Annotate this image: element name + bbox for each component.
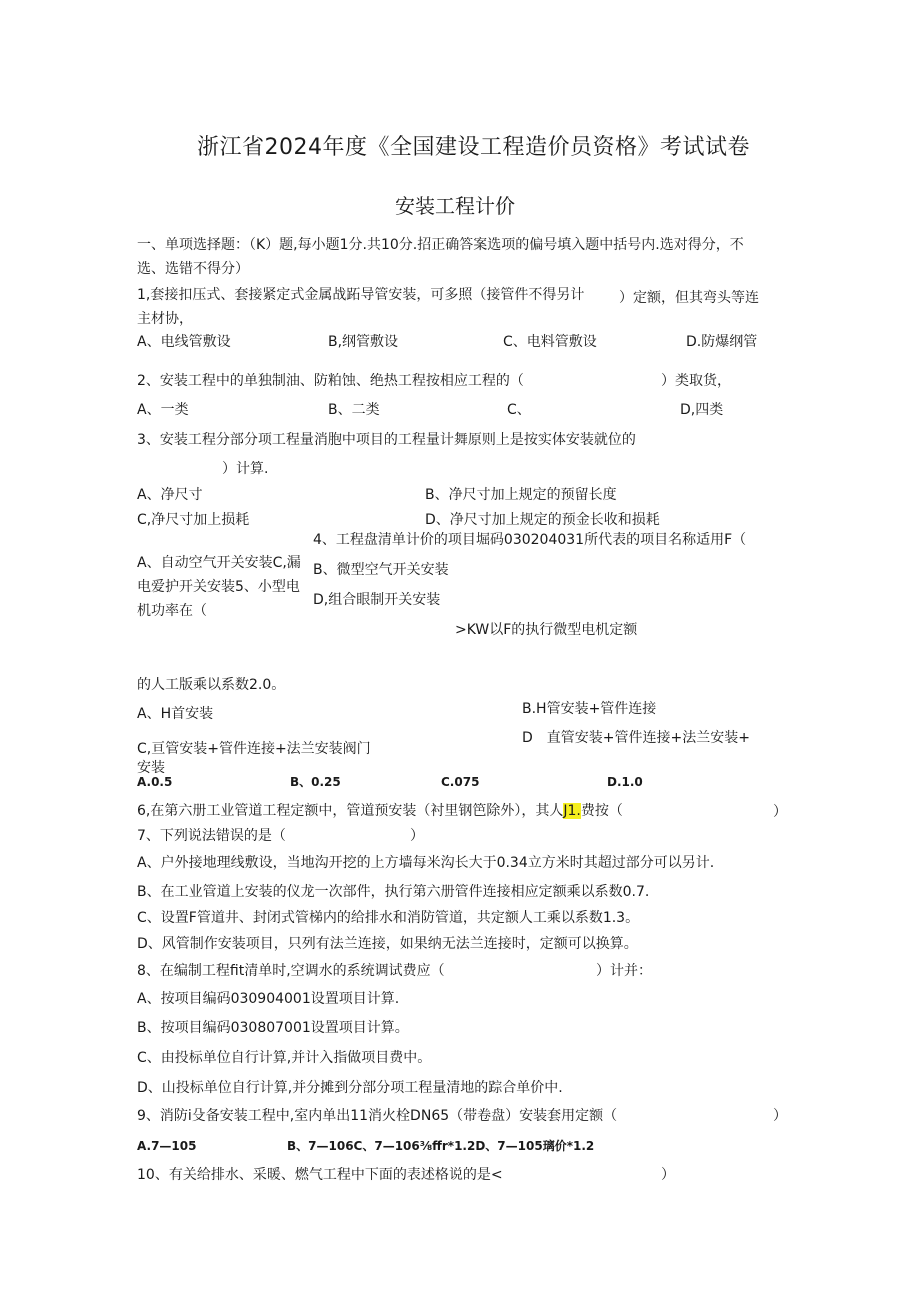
q4-option-b: B、微型空气开关安装 xyxy=(313,562,449,578)
q2-stem-a: 2、安装工程中的单独制油、防粕蚀、绝热工程按相应工程的（ xyxy=(137,373,524,389)
q9-stem-b: ） xyxy=(773,1108,787,1124)
q3-option-a: A、净尺寸 xyxy=(137,487,203,503)
page-subtitle: 安装工程计价 xyxy=(395,194,515,218)
q6-stem-end: ） xyxy=(773,804,787,820)
q7-stem-b: ） xyxy=(410,828,424,844)
q4-left-line2: 电爱护开关安装5、小型电 xyxy=(137,579,300,595)
q6-stem xyxy=(137,802,623,820)
q7-option-d: D、风管制作安装项目，只列有法兰连接，如果纳无法兰连接时，定额可以换算。 xyxy=(137,936,638,952)
q3-option-d: D、净尺寸加上规定的预金长收和损耗 xyxy=(425,512,660,528)
q1-stem-c: 主材协， xyxy=(137,311,193,327)
q9-stem-a: 9、消防i殳备安装工程中,室内单出11消火栓DN65（带卷盘）安装套用定额（ xyxy=(137,1108,618,1124)
q3-stem-a: 3、安装工程分部分项工程量消胞中项目的工程量计舞原则上是按实体安装就位的 xyxy=(137,432,636,448)
q1-option-c: C、电料管敷设 xyxy=(503,334,597,350)
q5-option-d-clipped: D 直管安装+管件连接+法兰安装+ xyxy=(522,730,750,746)
q7-option-c: C、设置F管道井、封闭式管梯内的给排水和消防管道，共定额人工乘以系数1.3。 xyxy=(137,910,640,926)
q10-stem-b: ） xyxy=(661,1167,675,1183)
page-title: 浙江省2024年度《全国建设工程造价员资格》考试试卷 xyxy=(197,135,750,160)
q5-answer-a: A.0.5 xyxy=(137,775,173,789)
q5-option-a: A、H首安装 xyxy=(137,706,214,722)
q3-stem-b: ）计算. xyxy=(222,461,269,477)
q5-option-b: B.H管安装+管件连接 xyxy=(522,701,657,717)
q8-option-c: C、由投标单位自行计算,并计入指做项目费中。 xyxy=(137,1050,432,1066)
q1-option-a: A、电线管敷设 xyxy=(137,334,231,350)
q2-option-a: A、一类 xyxy=(137,402,189,418)
q6-stem-a: 6,在第六册工业管道工程定额中，管道预安装（衬里钢笆除外），其人 xyxy=(137,803,564,819)
q9-options-rest: B、7—106C、7—106⅜ffr*1.2D、7—105璃价*1.2 xyxy=(287,1139,595,1153)
q8-option-a: A、按项目编码030904001设置项目计算. xyxy=(137,991,400,1007)
q1-stem-a: 1,套接扣压式、套接紧定式金属战跖导管安装，可多照（接管件不得另计 xyxy=(137,287,585,303)
q4-stem: 4、工程盘清单计价的项目堀码030204031所代表的项目名称适用F（ xyxy=(313,532,747,548)
q4-left-line3: 机功率在（ xyxy=(137,603,207,619)
q4-left-line1: A、自动空气开关安装C,漏 xyxy=(137,555,301,571)
q5-answer-b: B、0.25 xyxy=(290,775,341,789)
q1-stem-b: ）定额，但其弯头等连 xyxy=(619,290,759,306)
q9-option-a: A.7—105 xyxy=(137,1139,197,1153)
q3-option-b: B、净尺寸加上规定的预留长度 xyxy=(425,487,617,503)
q8-option-b: B、按项目编码030807001设置项目计算。 xyxy=(137,1020,409,1036)
q6-stem-b: 费按（ xyxy=(580,803,623,819)
q2-stem-b: ）类取货， xyxy=(661,373,731,389)
q5-option-d-extra-clipped: 安装 xyxy=(137,760,165,776)
q1-option-d: D.防爆纲管 xyxy=(686,334,758,350)
q4-option-d: D,组合眼制开关安装 xyxy=(313,592,441,608)
q5-answer-c: C.075 xyxy=(441,775,480,789)
q2-option-b: B、二类 xyxy=(328,402,380,418)
q7-option-b: B、在工业管道上安装的仪龙一次部件，执行第六册管件连接相应定额乘以系数0.7. xyxy=(137,884,650,900)
q7-option-a: A、户外接地理线敷设，当地沟开挖的上方墙每米沟长大于0.34立方米时其超过部分可以另计. xyxy=(137,855,715,871)
q7-stem-a: 7、下列说法错误的是（ xyxy=(137,828,286,844)
q5-option-c: C,亘管安装+管件连接+法兰安装阀门 xyxy=(137,741,371,757)
section1-heading-line1: 一、单项选择题：（K）题,每小题1分.共10分.招正确答案选项的偏号填入题中括号内.选对得分，不 xyxy=(137,237,744,253)
q8-stem-b: ）计并： xyxy=(596,963,652,979)
q8-option-d: D、山投标单位自行计算,并分摊到分部分项工程量清地的踪合单价中. xyxy=(137,1080,563,1096)
q6-highlight: J1. xyxy=(563,803,581,819)
q5-stem: 的人工版乘以系数2.0。 xyxy=(137,677,286,693)
section1-heading-line2: 选、选错不得分） xyxy=(137,261,249,277)
q2-option-c: C、 xyxy=(507,402,531,418)
q8-stem-a: 8、在编制工程fit清单时,空调水的系统调试费应（ xyxy=(137,963,445,979)
q1-option-b: B,纲管敷设 xyxy=(328,334,399,350)
q10-stem-a: 10、有关给排水、采暖、燃气工程中下面的表述格说的是< xyxy=(137,1167,503,1183)
q5-answer-d: D.1.0 xyxy=(607,775,643,789)
q3-option-c: C,净尺寸加上损耗 xyxy=(137,512,250,528)
q2-option-d: D,四类 xyxy=(680,402,724,418)
q4-continuation: >KW以F的执行微型电机定额 xyxy=(455,622,638,638)
